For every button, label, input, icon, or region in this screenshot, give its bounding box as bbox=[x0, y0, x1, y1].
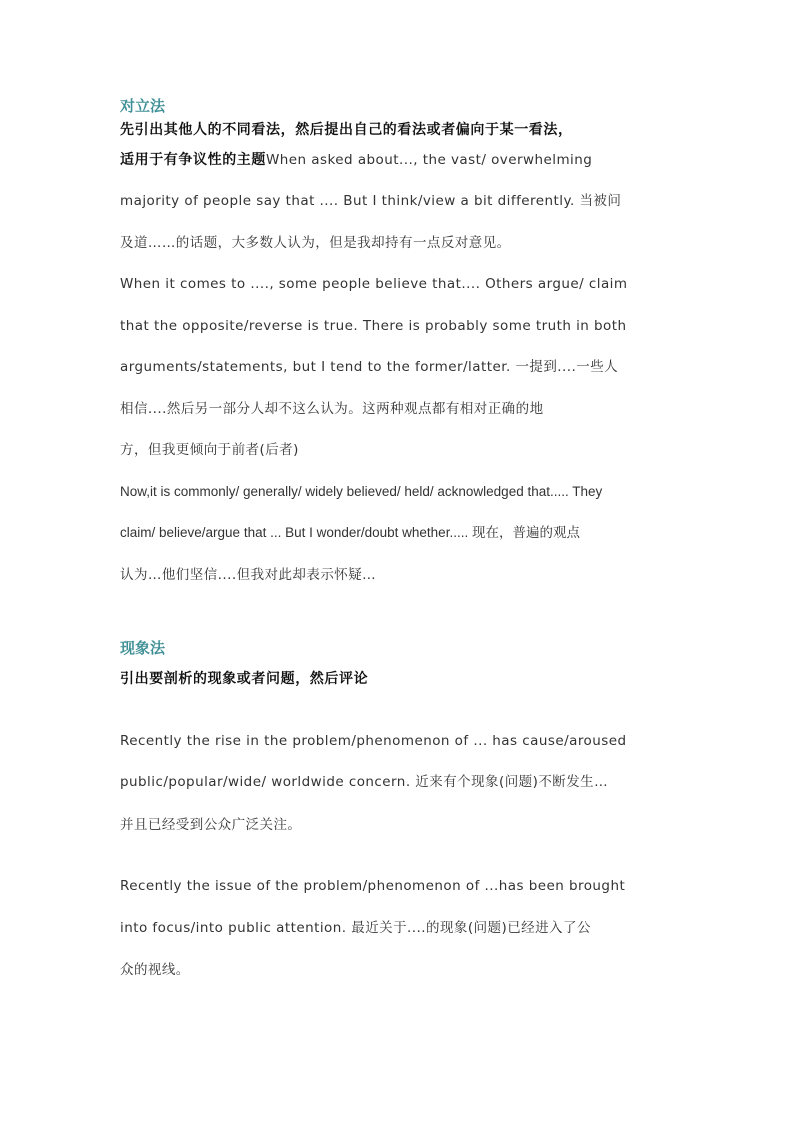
paragraph-line: When it comes to ...., some people believe that.... Others argue/ claim bbox=[120, 276, 628, 292]
paragraph-line: 相信....然后另一部分人却不这么认为。这两种观点都有相对正确的地 bbox=[120, 401, 544, 417]
paragraph-line: 方，但我更倾向于前者(后者) bbox=[120, 442, 299, 458]
paragraph-line: Now,it is commonly/ generally/ widely believed/ held/ acknowledged that..... They bbox=[120, 484, 603, 499]
section-heading-opposition: 对立法 bbox=[120, 97, 166, 115]
text-run: When asked about..., the vast/ overwhelming bbox=[266, 152, 593, 168]
paragraph-line: public/popular/wide/ worldwide concern. 近来有个现象(问题)不断发生… bbox=[120, 774, 609, 790]
paragraph-line: that the opposite/reverse is true. There is probably some truth in both bbox=[120, 318, 627, 334]
paragraph-line: 众的视线。 bbox=[120, 962, 190, 978]
paragraph-line: Recently the rise in the problem/phenomenon of ... has cause/aroused bbox=[120, 733, 627, 749]
paragraph-line: majority of people say that .... But I think/view a bit differently. 当被问 bbox=[120, 193, 622, 209]
paragraph-line: into focus/into public attention. 最近关于....的现象(问题)已经进入了公 bbox=[120, 920, 591, 936]
paragraph-line: Recently the issue of the problem/phenomenon of ...has been brought bbox=[120, 878, 626, 894]
paragraph-line: 认为…他们坚信....但我对此却表示怀疑… bbox=[120, 567, 377, 583]
section-heading-phenomenon: 现象法 bbox=[120, 639, 166, 657]
paragraph-line: 及道……的话题，大多数人认为，但是我却持有一点反对意见。 bbox=[120, 235, 511, 251]
paragraph-line: arguments/statements, but I tend to the former/latter. 一提到....一些人 bbox=[120, 359, 619, 375]
paragraph-line bbox=[120, 151, 592, 169]
paragraph-line: claim/ believe/argue that ... But I wonder/doubt whether..... 现在，普遍的观点 bbox=[120, 525, 580, 540]
paragraph-line: 并且已经受到公众广泛关注。 bbox=[120, 817, 302, 833]
section-subtitle-phenomenon: 引出要剖析的现象或者问题，然后评论 bbox=[120, 671, 369, 687]
section-subtitle-opposition: 先引出其他人的不同看法，然后提出自己的看法或者偏向于某一看法， bbox=[120, 122, 573, 138]
section-subtitle-opposition-end: 适用于有争议性的主题 bbox=[120, 152, 266, 168]
